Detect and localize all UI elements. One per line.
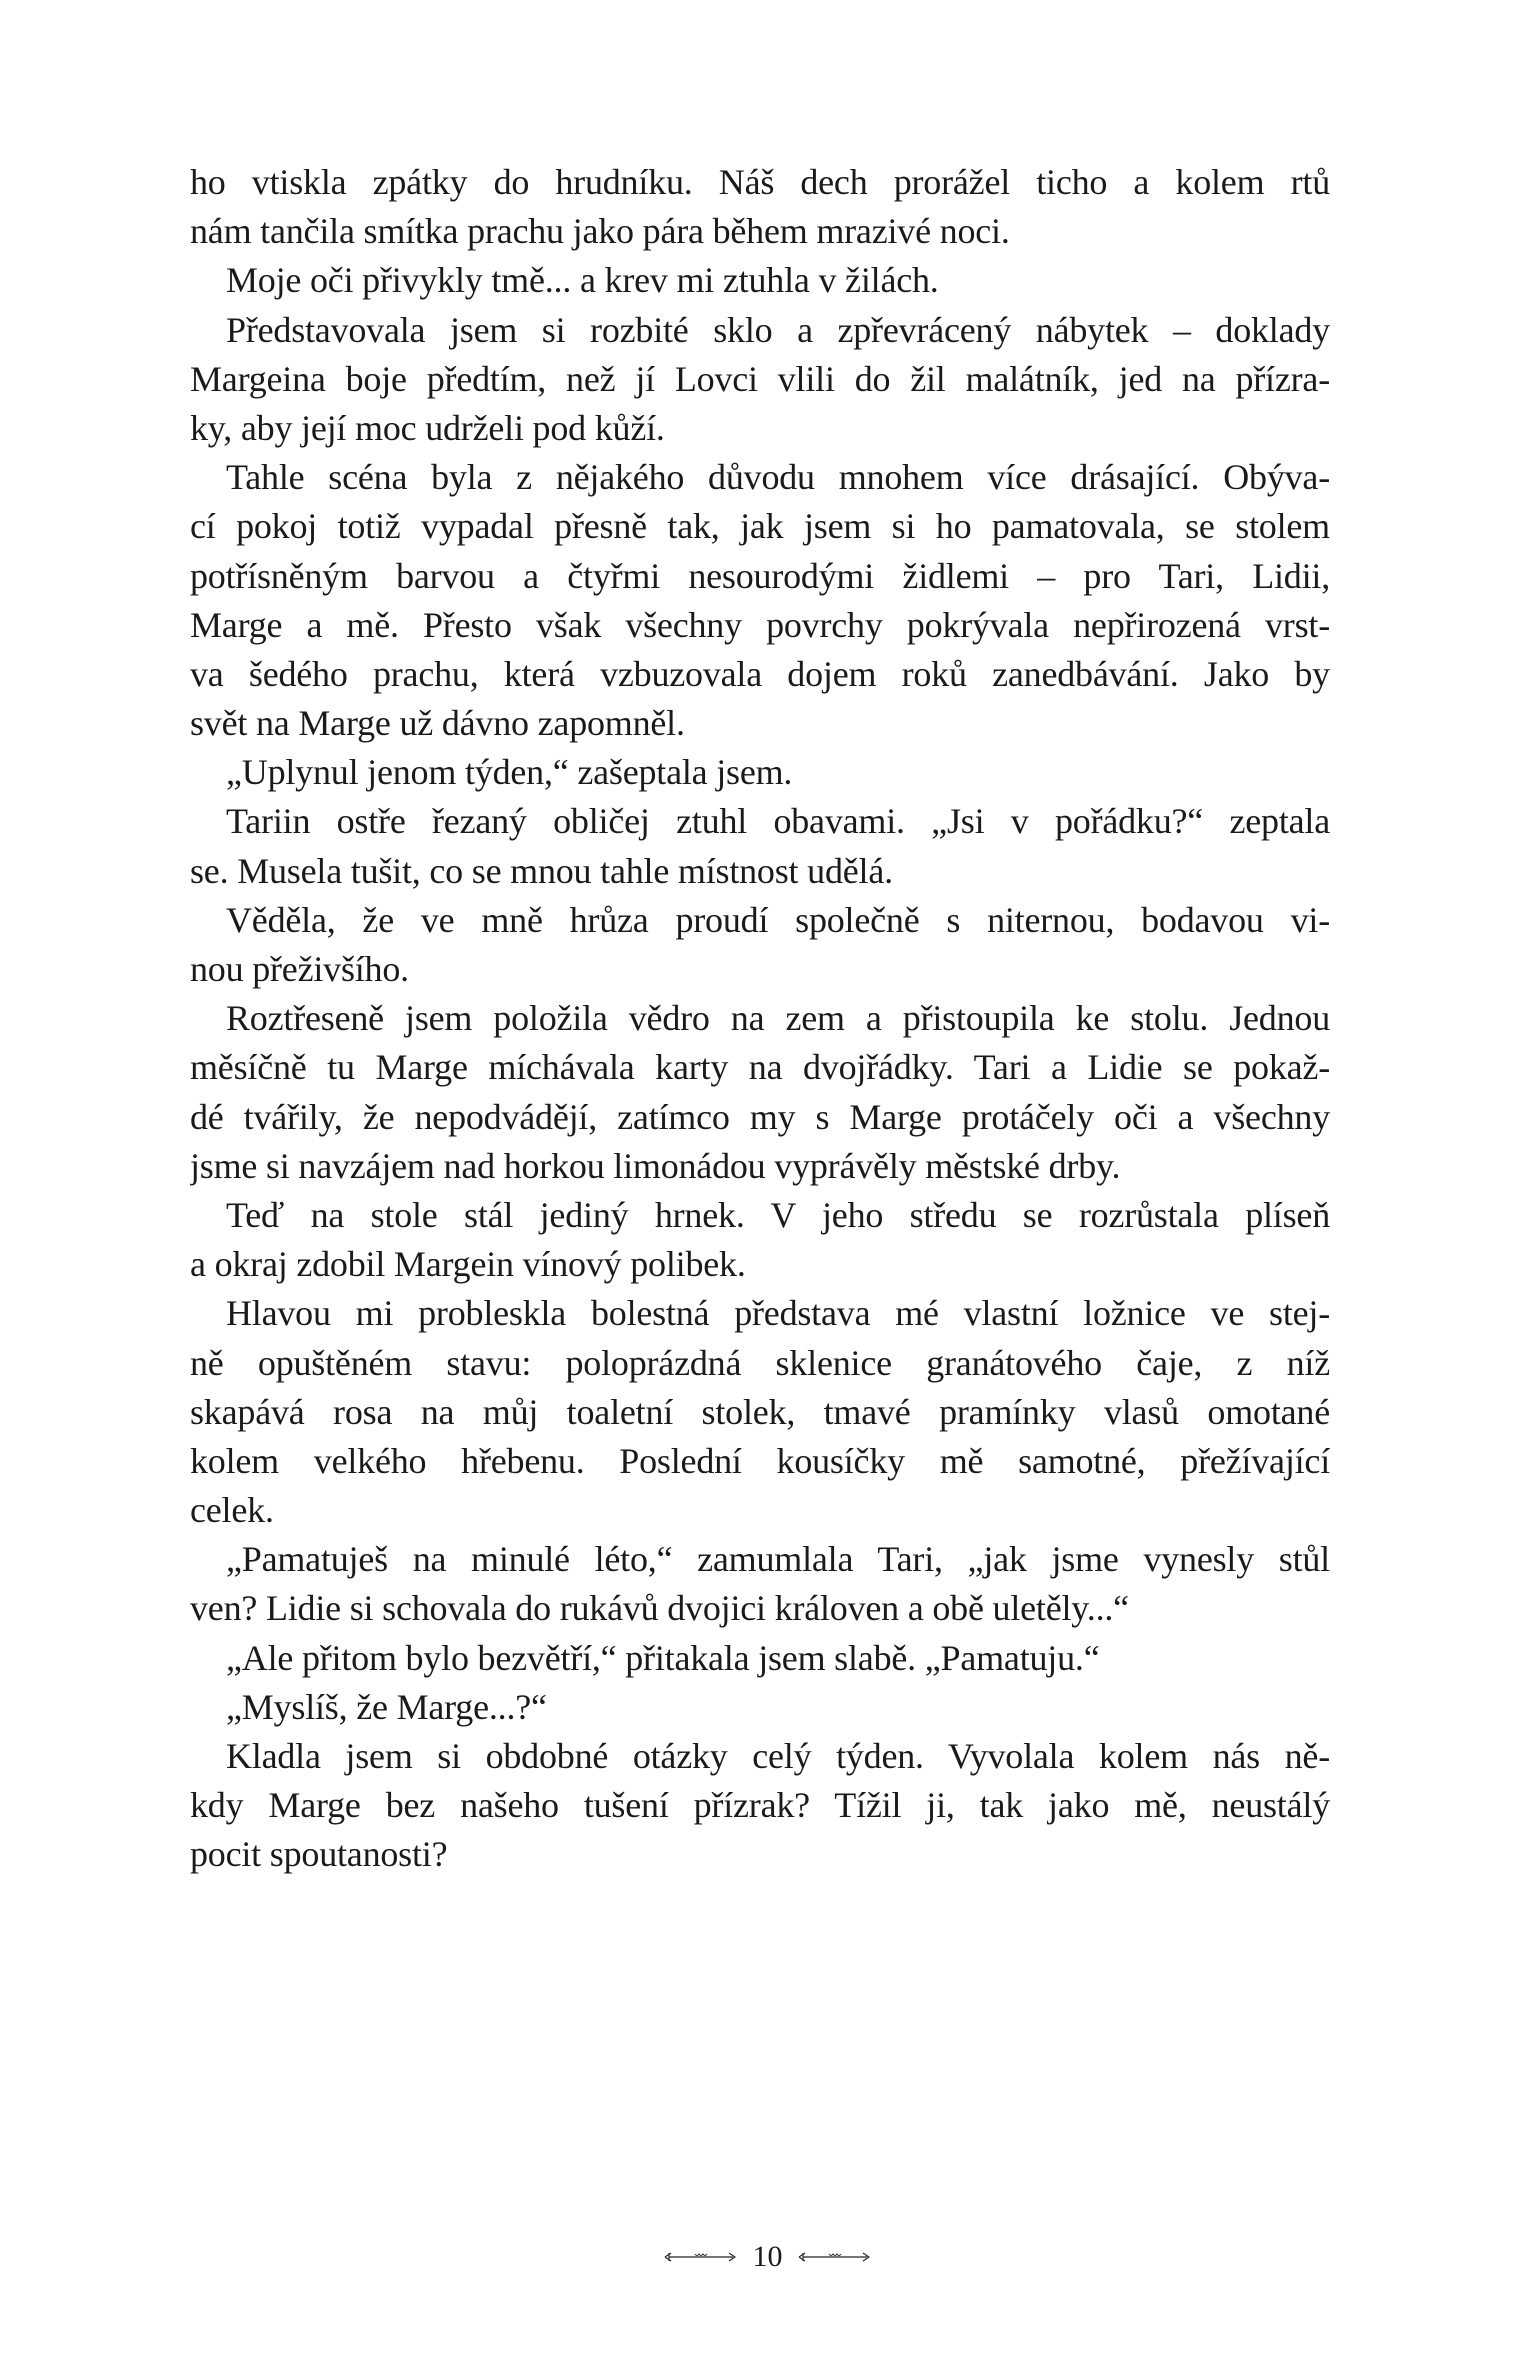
text-line: Představovala jsem si rozbité sklo a zpřevrácený nábytek – doklady: [226, 309, 1330, 350]
text-line: skapává rosa na můj toaletní stolek, tmavé pramínky vlasů omotané: [190, 1391, 1330, 1432]
text-line: nám tančila smítka prachu jako pára během mrazivé noci.: [190, 211, 1010, 252]
page-number: 10: [752, 2240, 783, 2273]
text-line: Marge a mě. Přesto však všechny povrchy pokrývala nepřirozená vrst-: [190, 604, 1330, 645]
text-line: nou přeživšího.: [190, 949, 409, 989]
text-line: ven? Lidie si schovala do rukávů dvojici královen a obě uletěly...“: [190, 1588, 1129, 1629]
text-line: „Ale přitom bylo bezvětří,“ přitakala jsem slabě. „Pamatuju.“: [226, 1637, 1100, 1678]
arrow-flourish-icon: [663, 2250, 739, 2264]
text-line: svět na Marge už dávno zapomněl.: [190, 703, 685, 744]
text-line: celek.: [190, 1490, 274, 1531]
text-line: kdy Marge bez našeho tušení přízrak? Tížil ji, tak jako mě, neustálý: [190, 1785, 1330, 1826]
text-line: potřísněným barvou a čtyřmi nesourodými židlemi – pro Tari, Lidii,: [190, 555, 1330, 596]
text-line: „Uplynul jenom týden,“ zašeptala jsem.: [226, 752, 793, 793]
text-line: jsme si navzájem nad horkou limonádou vyprávěly městské drby.: [190, 1145, 1121, 1186]
body-text: [190, 158, 1330, 1880]
text-line: Věděla, že ve mně hrůza proudí společně s niternou, bodavou vi-: [226, 899, 1330, 940]
text-line: Teď na stole stál jediný hrnek. V jeho středu se rozrůstala plíseň: [226, 1194, 1330, 1235]
text-line: dé tvářily, že nepodvádějí, zatímco my s Marge protáčely oči a všechny: [190, 1096, 1330, 1137]
text-line: a okraj zdobil Margein vínový polibek.: [190, 1244, 746, 1285]
text-line: va šedého prachu, která vzbuzovala dojem roků zanedbávání. Jako by: [190, 653, 1330, 694]
text-line: ně opuštěném stavu: poloprázdná sklenice granátového čaje, z níž: [190, 1342, 1330, 1383]
text-line: Kladla jsem si obdobné otázky celý týden. Vyvolala kolem nás ně-: [226, 1736, 1330, 1776]
text-line: „Myslíš, že Marge...?“: [226, 1686, 547, 1727]
arrow-flourish-icon: [797, 2250, 873, 2264]
text-line: „Pamatuješ na minulé léto,“ zamumlala Tari, „jak jsme vynesly stůl: [226, 1539, 1330, 1580]
text-line: cí pokoj totiž vypadal přesně tak, jak jsem si ho pamatovala, se stolem: [190, 506, 1330, 547]
text-line: Margeina boje předtím, než jí Lovci vlili do žil malátník, jed na přízra-: [190, 358, 1330, 399]
text-line: se. Musela tušit, co se mnou tahle místnost udělá.: [190, 850, 893, 891]
text-line: Moje oči přivykly tmě... a krev mi ztuhla v žilách.: [226, 260, 939, 301]
text-line: ky, aby její moc udrželi pod kůží.: [190, 407, 665, 448]
page-footer: [0, 2232, 1535, 2282]
text-line: Roztřeseně jsem položila vědro na zem a přistoupila ke stolu. Jednou: [226, 998, 1330, 1039]
text-line: Tariin ostře řezaný obličej ztuhl obavami. „Jsi v pořádku?“ zeptala: [226, 801, 1330, 842]
text-line: kolem velkého hřebenu. Poslední kousíčky mě samotné, přežívající: [190, 1440, 1330, 1481]
text-line: měsíčně tu Marge míchávala karty na dvojřádky. Tari a Lidie se pokaž-: [190, 1047, 1330, 1088]
text-line: pocit spoutanosti?: [190, 1834, 448, 1875]
text-line: Hlavou mi probleskla bolestná představa mé vlastní ložnice ve stej-: [226, 1293, 1330, 1334]
text-line: ho vtiskla zpátky do hrudníku. Náš dech prorážel ticho a kolem rtů: [190, 162, 1330, 202]
text-line: Tahle scéna byla z nějakého důvodu mnohem více drásající. Obýva-: [226, 457, 1330, 498]
